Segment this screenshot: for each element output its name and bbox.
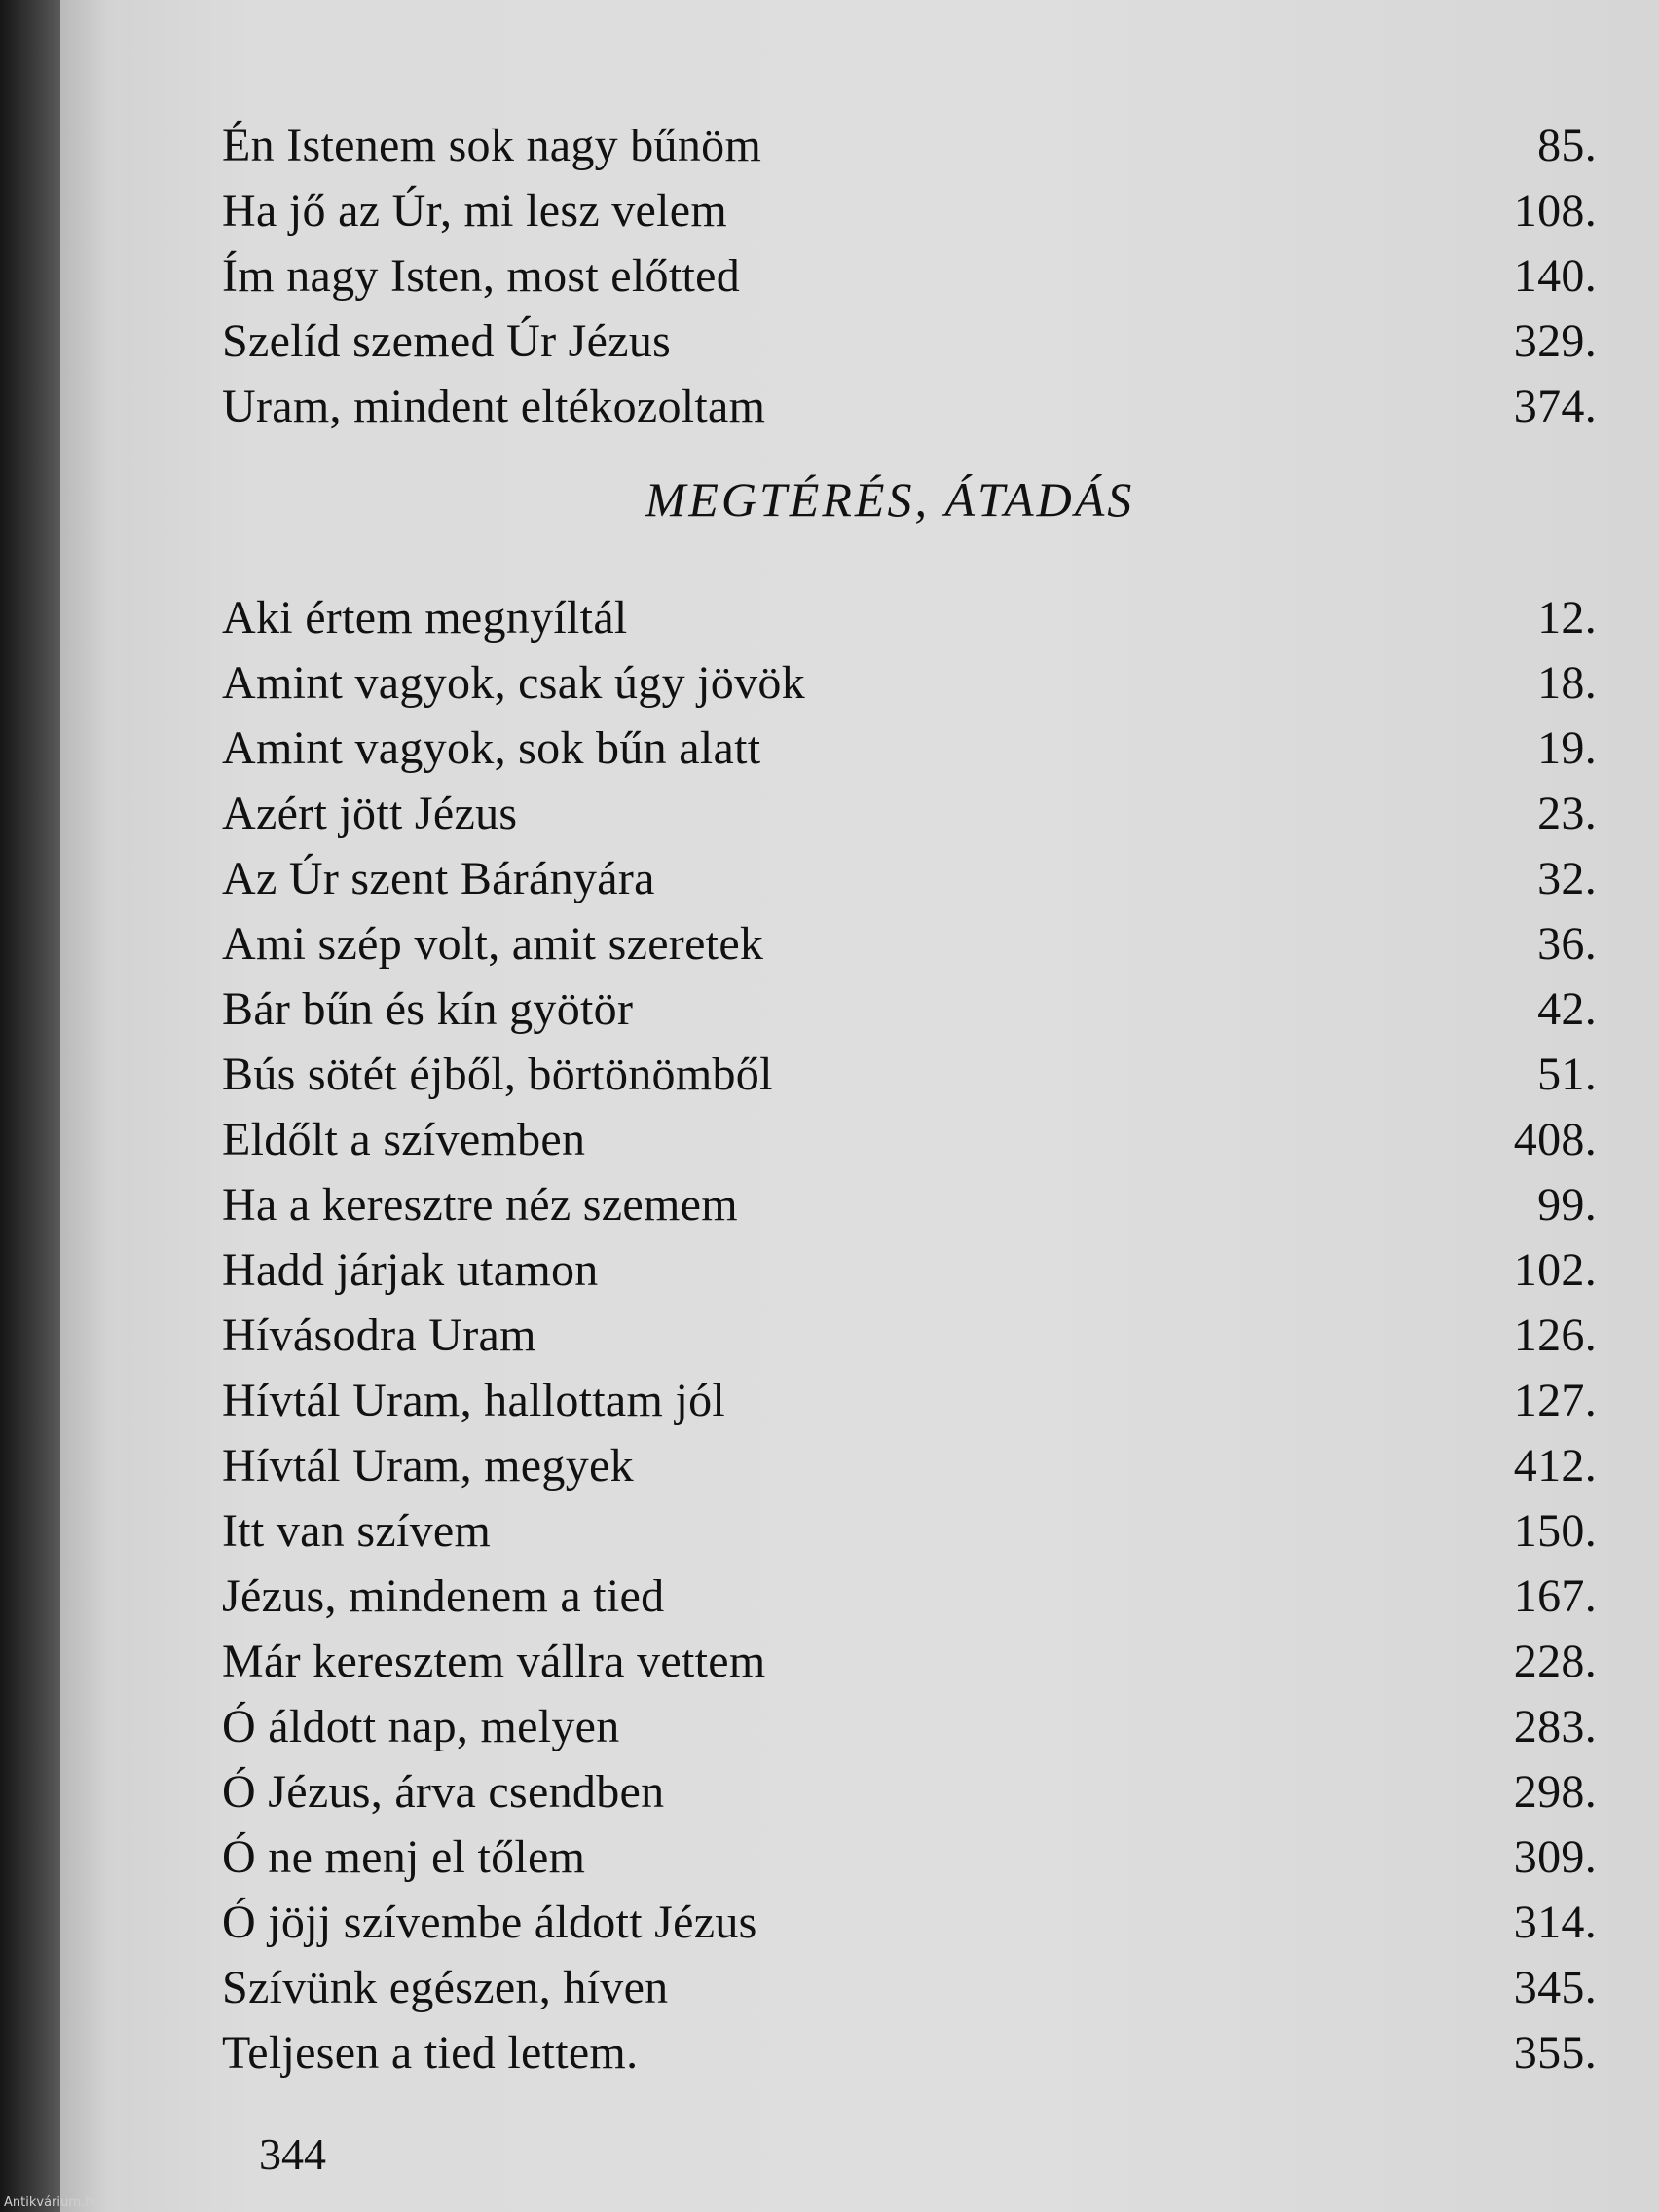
entry-number: 408. bbox=[1513, 1114, 1597, 1165]
entry-number: 23. bbox=[1537, 788, 1597, 839]
watermark: Antikvárium.hu bbox=[4, 2195, 101, 2210]
index-entry bbox=[222, 178, 1597, 243]
index-entry bbox=[222, 716, 1597, 781]
index-entry bbox=[222, 1564, 1597, 1629]
entry-title: Én Istenem sok nagy bűnöm bbox=[222, 120, 762, 171]
entry-title: Itt van szívem bbox=[222, 1505, 492, 1557]
entry-number: 127. bbox=[1513, 1375, 1597, 1426]
index-entry bbox=[222, 911, 1597, 977]
index-entry bbox=[222, 1890, 1597, 1955]
index-entry bbox=[222, 1498, 1597, 1564]
entry-number: 140. bbox=[1513, 250, 1597, 302]
index-list-top bbox=[222, 113, 1597, 439]
entry-title: Hívtál Uram, megyek bbox=[222, 1440, 634, 1492]
entry-number: 150. bbox=[1513, 1505, 1597, 1557]
entry-number: 314. bbox=[1513, 1897, 1597, 1948]
entry-title: Ím nagy Isten, most előtted bbox=[222, 250, 740, 302]
entry-number: 99. bbox=[1537, 1179, 1597, 1231]
entry-number: 345. bbox=[1513, 1962, 1597, 2013]
entry-number: 329. bbox=[1513, 315, 1597, 367]
entry-title: Szelíd szemed Úr Jézus bbox=[222, 315, 672, 367]
entry-number: 12. bbox=[1537, 592, 1597, 644]
index-entry bbox=[222, 650, 1597, 716]
index-entry bbox=[222, 1107, 1597, 1172]
entry-number: 102. bbox=[1513, 1244, 1597, 1296]
entry-number: 412. bbox=[1513, 1440, 1597, 1492]
entry-number: 18. bbox=[1537, 657, 1597, 709]
entry-number: 309. bbox=[1513, 1831, 1597, 1883]
index-entry bbox=[222, 1303, 1597, 1368]
entry-number: 298. bbox=[1513, 1766, 1597, 1818]
entry-number: 228. bbox=[1513, 1636, 1597, 1687]
index-entry bbox=[222, 846, 1597, 911]
index-entry bbox=[222, 1759, 1597, 1825]
entry-number: 355. bbox=[1513, 2027, 1597, 2079]
entry-number: 374. bbox=[1513, 381, 1597, 432]
entry-title: Bús sötét éjből, börtönömből bbox=[222, 1049, 773, 1100]
entry-title: Hívtál Uram, hallottam jól bbox=[222, 1375, 726, 1426]
entry-number: 32. bbox=[1537, 853, 1597, 904]
index-list-megteres bbox=[222, 585, 1597, 2085]
index-entry bbox=[222, 1694, 1597, 1759]
entry-number: 36. bbox=[1537, 918, 1597, 970]
entry-title: Aki értem megnyíltál bbox=[222, 592, 628, 644]
entry-title: Hívásodra Uram bbox=[222, 1309, 536, 1361]
index-entry bbox=[222, 2020, 1597, 2085]
entry-number: 19. bbox=[1537, 722, 1597, 774]
entry-title: Ó áldott nap, melyen bbox=[222, 1701, 620, 1752]
index-entry bbox=[222, 1368, 1597, 1433]
index-entry bbox=[222, 977, 1597, 1042]
entry-title: Ó Jézus, árva csendben bbox=[222, 1766, 665, 1818]
index-entry bbox=[222, 1042, 1597, 1107]
index-entry bbox=[222, 1172, 1597, 1237]
entry-title: Szívünk egészen, híven bbox=[222, 1962, 669, 2013]
entry-title: Ó ne menj el tőlem bbox=[222, 1831, 586, 1883]
index-entry bbox=[222, 1629, 1597, 1694]
index-entry bbox=[222, 374, 1597, 439]
entry-number: 108. bbox=[1513, 185, 1597, 237]
entry-number: 85. bbox=[1537, 120, 1597, 171]
entry-title: Ó jöjj szívembe áldott Jézus bbox=[222, 1897, 757, 1948]
entry-title: Ha jő az Úr, mi lesz velem bbox=[222, 185, 728, 237]
index-entry bbox=[222, 1237, 1597, 1303]
entry-title: Már keresztem vállra vettem bbox=[222, 1636, 766, 1687]
entry-title: Teljesen a tied lettem. bbox=[222, 2027, 639, 2079]
entry-number: 167. bbox=[1513, 1570, 1597, 1622]
index-entry bbox=[222, 309, 1597, 374]
entry-title: Bár bűn és kín gyötör bbox=[222, 983, 634, 1035]
entry-title: Ha a keresztre néz szemem bbox=[222, 1179, 738, 1231]
index-entry bbox=[222, 113, 1597, 178]
page-number: 344 bbox=[259, 2129, 326, 2179]
entry-title: Hadd járjak utamon bbox=[222, 1244, 599, 1296]
entry-number: 42. bbox=[1537, 983, 1597, 1035]
index-entry bbox=[222, 1955, 1597, 2020]
entry-title: Jézus, mindenem a tied bbox=[222, 1570, 665, 1622]
index-entry bbox=[222, 781, 1597, 846]
entry-title: Azért jött Jézus bbox=[222, 788, 518, 839]
entry-title: Eldőlt a szívemben bbox=[222, 1114, 586, 1165]
index-entry bbox=[222, 243, 1597, 309]
entry-number: 283. bbox=[1513, 1701, 1597, 1752]
entry-title: Uram, mindent eltékozoltam bbox=[222, 381, 766, 432]
entry-title: Amint vagyok, csak úgy jövök bbox=[222, 657, 806, 709]
entry-title: Az Úr szent Bárányára bbox=[222, 853, 655, 904]
index-entry bbox=[222, 585, 1597, 650]
entry-number: 126. bbox=[1513, 1309, 1597, 1361]
entry-title: Amint vagyok, sok bűn alatt bbox=[222, 722, 761, 774]
section-heading: MEGTÉRÉS, ÁTADÁS bbox=[645, 472, 1135, 527]
book-spine-shadow bbox=[0, 0, 60, 2212]
index-entry bbox=[222, 1433, 1597, 1498]
entry-number: 51. bbox=[1537, 1049, 1597, 1100]
entry-title: Ami szép volt, amit szeretek bbox=[222, 918, 764, 970]
index-entry bbox=[222, 1825, 1597, 1890]
